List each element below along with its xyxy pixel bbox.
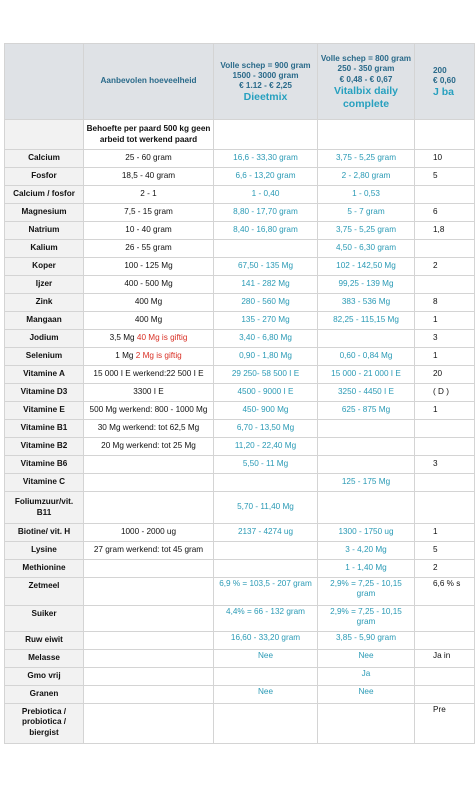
- row-third-product: 20: [415, 366, 475, 384]
- row-dieetmix: [214, 704, 318, 744]
- row-label: Ijzer: [5, 276, 84, 294]
- row-dieetmix: 5,70 - 11,40 Mg: [214, 492, 318, 524]
- row-label: Vitamine A: [5, 366, 84, 384]
- row-vitalbix: [318, 330, 415, 348]
- header-vitalbix-line: € 0,48 - € 0,67: [339, 74, 393, 84]
- header-dieetmix-line: 1500 - 3000 gram: [232, 70, 299, 80]
- row-label: Vitamine B1: [5, 420, 84, 438]
- table-row: [5, 686, 475, 704]
- table-row: [5, 474, 475, 492]
- row-vitalbix: [318, 420, 415, 438]
- row-recommended: [84, 668, 214, 686]
- row-recommended: [84, 330, 214, 348]
- row-label: Gmo vrij: [5, 668, 84, 686]
- row-dieetmix: 6,9 % = 103,5 - 207 gram: [214, 578, 318, 606]
- header-vitalbix-line: 250 - 350 gram: [337, 64, 395, 74]
- row-recommended: 400 Mg: [84, 312, 214, 330]
- row-recommended: 30 Mg werkend: tot 62,5 Mg: [84, 420, 214, 438]
- row-dieetmix: 6,70 - 13,50 Mg: [214, 420, 318, 438]
- table-row: [5, 240, 475, 258]
- row-vitalbix: 99,25 - 139 Mg: [318, 276, 415, 294]
- header-dieetmix-line: Volle schep = 900 gram: [220, 60, 311, 70]
- table-row: [5, 348, 475, 366]
- row-vitalbix: 3,85 - 5,90 gram: [318, 632, 415, 650]
- row-dieetmix: 8,80 - 17,70 gram: [214, 204, 318, 222]
- header-vitalbix: [318, 44, 415, 120]
- row-vitalbix: 15 000 - 21 000 I E: [318, 366, 415, 384]
- row-dieetmix: 67,50 - 135 Mg: [214, 258, 318, 276]
- row-vitalbix: 4,50 - 6,30 gram: [318, 240, 415, 258]
- row-third-product: 1: [415, 348, 475, 366]
- row-third-product: [415, 632, 475, 650]
- row-vitalbix: 3 - 4,20 Mg: [318, 542, 415, 560]
- row-vitalbix: 3,75 - 5,25 gram: [318, 150, 415, 168]
- row-vitalbix: 383 - 536 Mg: [318, 294, 415, 312]
- row-label: Mangaan: [5, 312, 84, 330]
- row-vitalbix: 2,9% = 7,25 - 10,15 gram: [318, 578, 415, 606]
- row-label: Vitamine C: [5, 474, 84, 492]
- subheader-row: [5, 120, 475, 150]
- row-label: Natrium: [5, 222, 84, 240]
- toxic-warning: 2 Mg is giftig: [135, 351, 182, 361]
- row-label: Biotine/ vit. H: [5, 524, 84, 542]
- row-third-product: 1: [415, 402, 475, 420]
- table-row: [5, 632, 475, 650]
- row-recommended: 7,5 - 15 gram: [84, 204, 214, 222]
- header-vitalbix-line: Volle schep = 800 gram: [320, 54, 412, 63]
- row-recommended: [84, 632, 214, 650]
- row-recommended: [84, 560, 214, 578]
- table-row: [5, 384, 475, 402]
- row-dieetmix: Nee: [214, 686, 318, 704]
- table-row: [5, 294, 475, 312]
- row-recommended: 1000 - 2000 ug: [84, 524, 214, 542]
- table-row: [5, 704, 475, 744]
- header-third-line: 200: [433, 65, 447, 75]
- table-row: [5, 606, 475, 632]
- row-recommended: 20 Mg werkend: tot 25 Mg: [84, 438, 214, 456]
- row-vitalbix: Ja: [318, 668, 415, 686]
- row-vitalbix: 1 - 1,40 Mg: [318, 560, 415, 578]
- row-third-product: 3: [415, 456, 475, 474]
- row-third-product: 8: [415, 294, 475, 312]
- row-label: Kalium: [5, 240, 84, 258]
- row-label: Vitamine B2: [5, 438, 84, 456]
- row-recommended: [84, 606, 214, 632]
- row-vitalbix: [318, 456, 415, 474]
- table-row: [5, 650, 475, 668]
- table-row: [5, 312, 475, 330]
- row-third-product: 5: [415, 542, 475, 560]
- row-vitalbix: [318, 492, 415, 524]
- table-row: [5, 204, 475, 222]
- row-label: Zink: [5, 294, 84, 312]
- subheader-text: Behoefte per paard 500 kg geen arbeid tot werkend paard: [84, 120, 214, 150]
- row-recommended: 18,5 - 40 gram: [84, 168, 214, 186]
- row-label: Selenium: [5, 348, 84, 366]
- row-vitalbix: Nee: [318, 686, 415, 704]
- table-row: [5, 258, 475, 276]
- row-label: Vitamine E: [5, 402, 84, 420]
- row-label: Koper: [5, 258, 84, 276]
- subheader-empty-cell: [415, 120, 475, 150]
- row-dieetmix: 5,50 - 11 Mg: [214, 456, 318, 474]
- row-third-product: Pre: [415, 704, 475, 744]
- row-vitalbix: [318, 438, 415, 456]
- row-vitalbix: 3250 - 4450 I E: [318, 384, 415, 402]
- row-recommended: 400 - 500 Mg: [84, 276, 214, 294]
- row-recommended: [84, 474, 214, 492]
- row-third-product: 6,6 % s: [415, 578, 475, 606]
- table-row: [5, 186, 475, 204]
- row-dieetmix: 3,40 - 6,80 Mg: [214, 330, 318, 348]
- row-dieetmix: [214, 668, 318, 686]
- header-third-name: J ba: [433, 86, 455, 99]
- row-vitalbix: 0,60 - 0,84 Mg: [318, 348, 415, 366]
- row-dieetmix: [214, 474, 318, 492]
- row-recommended: 27 gram werkend: tot 45 gram: [84, 542, 214, 560]
- row-label: Jodium: [5, 330, 84, 348]
- row-label: Suiker: [5, 606, 84, 632]
- row-label: Melasse: [5, 650, 84, 668]
- row-recommended: [84, 578, 214, 606]
- row-third-product: [415, 686, 475, 704]
- header-recommended: Aanbevolen hoeveelheid: [84, 44, 214, 120]
- header-third-line: € 0,60: [433, 75, 456, 85]
- row-third-product: 1,8: [415, 222, 475, 240]
- row-recommended: 100 - 125 Mg: [84, 258, 214, 276]
- header-dieetmix-name: Dieetmix: [243, 91, 288, 104]
- row-vitalbix: 3,75 - 5,25 gram: [318, 222, 415, 240]
- row-third-product: [415, 240, 475, 258]
- row-recommended: 2 - 1: [84, 186, 214, 204]
- row-dieetmix: 8,40 - 16,80 gram: [214, 222, 318, 240]
- row-third-product: 6: [415, 204, 475, 222]
- row-dieetmix: 280 - 560 Mg: [214, 294, 318, 312]
- table-row: [5, 492, 475, 524]
- subheader-empty-cell: [318, 120, 415, 150]
- row-third-product: [415, 606, 475, 632]
- row-recommended: 25 - 60 gram: [84, 150, 214, 168]
- row-vitalbix: 82,25 - 115,15 Mg: [318, 312, 415, 330]
- row-dieetmix: 16,6 - 33,30 gram: [214, 150, 318, 168]
- row-third-product: 5: [415, 168, 475, 186]
- row-third-product: 1: [415, 312, 475, 330]
- header-row: [5, 44, 475, 120]
- row-vitalbix: Nee: [318, 650, 415, 668]
- table-row: [5, 420, 475, 438]
- row-recommended: [84, 686, 214, 704]
- row-dieetmix: [214, 560, 318, 578]
- table-row: [5, 330, 475, 348]
- table-row: [5, 276, 475, 294]
- toxic-warning: 40 Mg is giftig: [136, 333, 188, 343]
- row-third-product: [415, 668, 475, 686]
- recommended-amount: 3,5 Mg: [109, 333, 135, 343]
- recommended-amount: 1 Mg: [115, 351, 134, 361]
- row-label: Vitamine D3: [5, 384, 84, 402]
- table-row: [5, 578, 475, 606]
- row-third-product: Ja in: [415, 650, 475, 668]
- row-dieetmix: 16,60 - 33,20 gram: [214, 632, 318, 650]
- row-dieetmix: 4500 - 9000 I E: [214, 384, 318, 402]
- row-third-product: [415, 438, 475, 456]
- row-third-product: 3: [415, 330, 475, 348]
- row-recommended: 3300 I E: [84, 384, 214, 402]
- row-dieetmix: Nee: [214, 650, 318, 668]
- subheader-empty-cell: [214, 120, 318, 150]
- row-dieetmix: [214, 240, 318, 258]
- table-row: [5, 366, 475, 384]
- row-vitalbix: 1300 - 1750 ug: [318, 524, 415, 542]
- row-third-product: [415, 186, 475, 204]
- row-dieetmix: 4,4% = 66 - 132 gram: [214, 606, 318, 632]
- row-dieetmix: 2137 - 4274 ug: [214, 524, 318, 542]
- table-row: [5, 438, 475, 456]
- header-dieetmix: [214, 44, 318, 120]
- row-dieetmix: 0,90 - 1,80 Mg: [214, 348, 318, 366]
- row-dieetmix: [214, 542, 318, 560]
- header-dieetmix-line: € 1.12 - € 2,25: [239, 81, 292, 91]
- row-label: Ruw eiwit: [5, 632, 84, 650]
- row-dieetmix: 11,20 - 22,40 Mg: [214, 438, 318, 456]
- comparison-table: [4, 43, 475, 744]
- row-third-product: 2: [415, 560, 475, 578]
- row-third-product: [415, 492, 475, 524]
- row-label: Calcium / fosfor: [5, 186, 84, 204]
- row-label: Fosfor: [5, 168, 84, 186]
- row-dieetmix: 1 - 0,40: [214, 186, 318, 204]
- row-third-product: 10: [415, 150, 475, 168]
- row-label: Lysine: [5, 542, 84, 560]
- row-third-product: [415, 420, 475, 438]
- header-third-product: [415, 44, 475, 120]
- row-label: Granen: [5, 686, 84, 704]
- header-empty-cell: [5, 44, 84, 120]
- table-row: [5, 524, 475, 542]
- row-label: Foliumzuur/vit. B11: [5, 492, 84, 524]
- row-third-product: ( D ): [415, 384, 475, 402]
- row-recommended: [84, 492, 214, 524]
- row-dieetmix: 29 250- 58 500 I E: [214, 366, 318, 384]
- row-recommended: [84, 704, 214, 744]
- table-row: [5, 456, 475, 474]
- row-recommended: 15 000 I E werkend:22 500 I E: [84, 366, 214, 384]
- row-vitalbix: 2,9% = 7,25 - 10,15 gram: [318, 606, 415, 632]
- row-recommended: 10 - 40 gram: [84, 222, 214, 240]
- row-label: Methionine: [5, 560, 84, 578]
- row-third-product: 1: [415, 524, 475, 542]
- row-dieetmix: 141 - 282 Mg: [214, 276, 318, 294]
- row-vitalbix: 1 - 0,53: [318, 186, 415, 204]
- row-dieetmix: 135 - 270 Mg: [214, 312, 318, 330]
- row-label: Magnesium: [5, 204, 84, 222]
- row-label: Zetmeel: [5, 578, 84, 606]
- table-row: [5, 150, 475, 168]
- row-recommended: 500 Mg werkend: 800 - 1000 Mg: [84, 402, 214, 420]
- row-recommended: [84, 348, 214, 366]
- row-label: Calcium: [5, 150, 84, 168]
- subheader-empty-cell: [5, 120, 84, 150]
- row-vitalbix: 625 - 875 Mg: [318, 402, 415, 420]
- row-vitalbix: 5 - 7 gram: [318, 204, 415, 222]
- table-row: [5, 542, 475, 560]
- row-label: Vitamine B6: [5, 456, 84, 474]
- row-recommended: [84, 456, 214, 474]
- row-vitalbix: 2 - 2,80 gram: [318, 168, 415, 186]
- table-row: [5, 402, 475, 420]
- row-vitalbix: 102 - 142,50 Mg: [318, 258, 415, 276]
- row-third-product: 2: [415, 258, 475, 276]
- row-vitalbix: 125 - 175 Mg: [318, 474, 415, 492]
- row-recommended: [84, 650, 214, 668]
- row-third-product: [415, 276, 475, 294]
- table-row: [5, 168, 475, 186]
- row-dieetmix: 6,6 - 13,20 gram: [214, 168, 318, 186]
- row-third-product: [415, 474, 475, 492]
- table-row: [5, 668, 475, 686]
- table-row: [5, 222, 475, 240]
- row-label: Prebiotica / probiotica / biergist: [5, 704, 84, 744]
- row-recommended: 400 Mg: [84, 294, 214, 312]
- row-vitalbix: [318, 704, 415, 744]
- row-dieetmix: 450- 900 Mg: [214, 402, 318, 420]
- row-recommended: 26 - 55 gram: [84, 240, 214, 258]
- nutrition-comparison-sheet: [4, 43, 461, 744]
- header-vitalbix-name: Vitalbix daily complete: [334, 84, 398, 110]
- table-row: [5, 560, 475, 578]
